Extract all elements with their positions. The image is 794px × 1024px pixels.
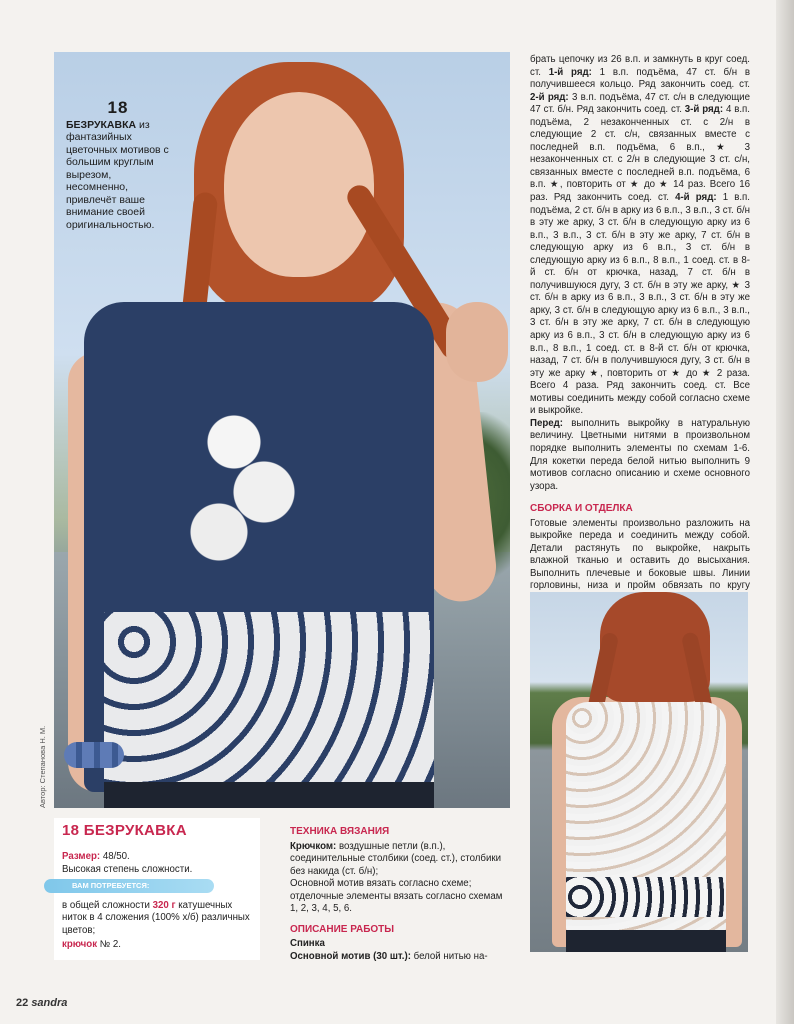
hook-requirement	[62, 939, 121, 950]
text-run: белой нитью на-	[410, 950, 488, 962]
caption-lead: БЕЗРУКАВКА	[66, 118, 137, 131]
text-run: 1 в.п. подъёма, 47 ст. б/н в получившееся кольцо. Ряд закончить соед. ст.	[530, 66, 750, 91]
row-label: 1-й ряд:	[548, 66, 592, 78]
text-run: 4 в.п. подъёма, 2 незаконченных ст. с 2/н в следующие 2 ст. с/н, связанных вместе с последней в.п. подъёма, 6 в.п., ★ 3 незаконченных ст. с 2/н в следующие 3 ст. с/н, связанных вместе с последней в.п. подъёма, 6 в.п. ★, повторить от ★ до ★ 14 раз. Всего 16 раз. Ряд закончить соед. ст.	[530, 104, 750, 204]
page-footer	[16, 997, 67, 1009]
instructions-column	[530, 54, 750, 606]
text-run: выполнить выкройку в натуральную величину. Цветными нитями в произвольном порядке выполнить элементы по схемам 1-6. Для кокетки переда белой нитью выполнить 9 мотивов согласно описанию и схеме основного узора.	[530, 417, 750, 492]
text-run: 1 в.п. подъёма, 2 ст. б/н в арку из 6 в.п., 3 в.п., 3 ст. б/н в эту же арку, 3 ст. б/н в следующую арку из 6 в.п., 3 в.п., 3 ст. б/н в эту же арку, 7 ст. б/н в следующую арку из 6 в.п., 3 ст. б/н в следующую арку из 6 в.п., 8 в.п., 1 соед. ст. в 8-й ст. б/н от крючка, назад, 7 ст. б/н в получившуюся дугу, 3 ст. б/н в эту же арку, ★ 3 ст. б/н в арку из 6 в.п., 3 в.п., 3 ст. б/н в эту же арку, 3 ст. б/н в следующую арку из 6 в.п., 3 в.п., 3 ст. б/н в эту же арку, 7 ст. б/н в следующую арку из 6 в.п., 3 ст. б/н в следующую арку из 6 в.п., 8 в.п., 1 соед. ст. в 8-й ст. б/н от крючка, назад, 7 ст. б/н в получившуюся дугу, 3 ст. б/н в эту же арку ★, повторить от ★ до ★ 2 раза. Всего 4 раза. Ряд закончить соед. ст. Все мотивы соединить между собой согласно схеме и выкройке.	[530, 192, 750, 417]
caption-number: 18	[107, 98, 129, 117]
photo-right-hand	[446, 302, 508, 382]
assembly-text: Готовые элементы произвольно разложить на выкройке переда и соединить между собой. Детали растянуть по выкройке, накрыть влажной тканью и оставить до высыхания. Выполнить плечевые и боковые швы. Линии горловины, низа и пройм обвязать по кругу	[530, 517, 750, 592]
back-label: Спинка	[290, 938, 325, 949]
hook-size: № 2.	[97, 939, 121, 950]
page-spine-shadow	[776, 0, 794, 1024]
text-run: в общей сложности	[62, 900, 153, 911]
work-description-heading: ОПИСАНИЕ РАБОТЫ	[290, 923, 395, 935]
row-label: 4-й ряд:	[675, 192, 717, 204]
photo-jeans	[104, 782, 434, 808]
text-run: брать цепочку из 26 в.п. и замкнуть в круг соед. ст.	[530, 54, 750, 78]
magazine-name: sandra	[31, 997, 68, 1009]
technique-hook	[290, 841, 512, 879]
main-motif-line	[290, 951, 512, 964]
page-number: 22	[16, 997, 29, 1009]
front-instructions	[530, 418, 750, 493]
materials-badge: ВАМ ПОТРЕБУЕТСЯ:	[44, 879, 214, 893]
author-credit: Автор: Степанова Н. М.	[38, 725, 47, 808]
back-photo-motif-band	[566, 877, 726, 917]
text-run: 3 в.п. подъёма, 47 ст. с/н в следующие 47 ст. б/н. Ряд закончить соед. ст.	[530, 91, 750, 116]
row-label: 3-й ряд:	[684, 104, 724, 116]
back-photo-jeans	[566, 930, 726, 952]
technique-motif: Основной мотив вязать согласно схеме; отделочные элементы вязать согласно схемам 1, 2, 3, 4, 5, 6.	[290, 878, 503, 914]
back-heading	[290, 938, 512, 951]
project-title: 18 БЕЗРУКАВКА	[62, 822, 187, 839]
row-label: 2-й ряд:	[530, 91, 569, 103]
photo-white-flower-motifs	[174, 382, 324, 582]
text-run: воздушные петли (в.п.), соединительные столбики (соед. ст.), столбики без накида (ст. б/н);	[290, 840, 502, 877]
main-motif-label: Основной мотив (30 шт.):	[290, 950, 411, 962]
photo-lace-band	[104, 612, 434, 782]
hook-label: крючок	[62, 939, 98, 950]
spacer	[290, 916, 512, 924]
photo-caption	[66, 98, 170, 231]
difficulty-line: Высокая степень сложности.	[62, 864, 193, 875]
project-info-box	[54, 818, 260, 960]
yarn-requirement	[62, 900, 258, 937]
text-run: катушечных ниток в 4 сложения (100% х/б) различных цветов;	[62, 900, 250, 936]
back-view-photo	[530, 592, 748, 952]
size-value: 48/50.	[100, 851, 130, 862]
photo-face	[224, 92, 374, 277]
yarn-amount: 320 г	[152, 900, 176, 911]
technique-block	[290, 826, 512, 963]
assembly-heading: СБОРКА И ОТДЕЛКА	[530, 503, 633, 515]
caption-text: из фантазийных цветочных мотивов с большим круглым вырезом, несомненно, привлечёт ваше внимание своей оригинальностью.	[66, 118, 169, 231]
motif-instructions	[530, 54, 750, 418]
size-line	[62, 851, 130, 862]
photo-bracelet	[64, 742, 124, 768]
technique-hook-label: Крючком:	[290, 840, 337, 852]
front-label: Перед:	[530, 417, 564, 429]
size-label: Размер:	[62, 851, 101, 862]
technique-heading: ТЕХНИКА ВЯЗАНИЯ	[290, 826, 390, 837]
